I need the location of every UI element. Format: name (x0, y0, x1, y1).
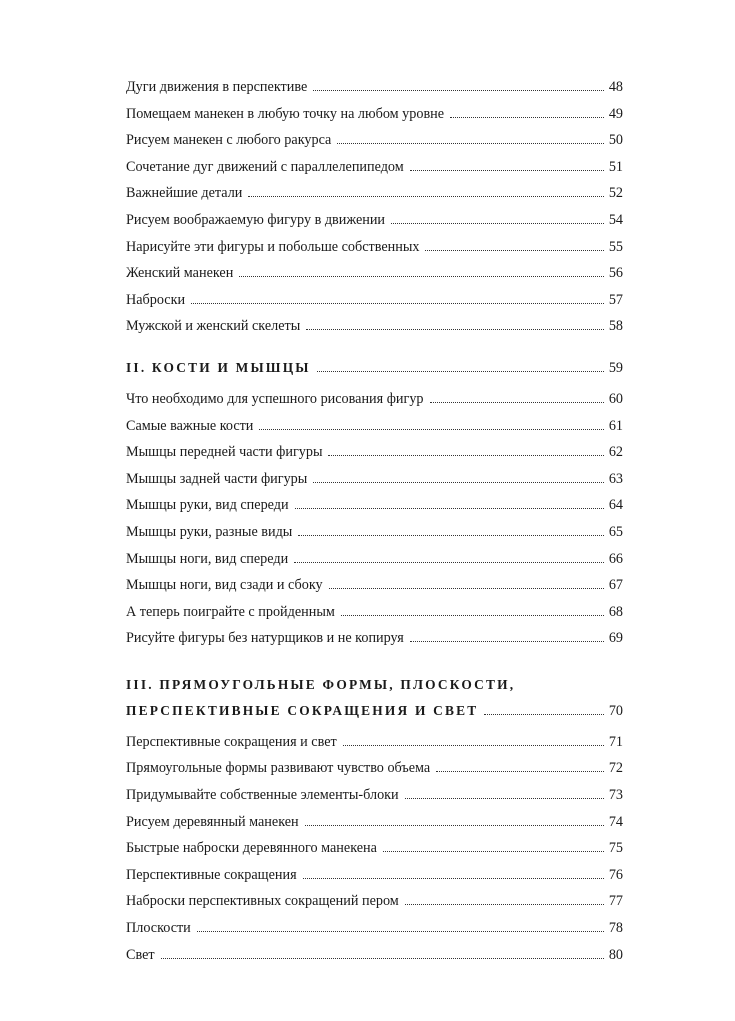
dot-leader (383, 850, 604, 852)
section-heading-title: ПЕРСПЕКТИВНЫЕ СОКРАЩЕНИЯ И СВЕТ (126, 702, 479, 718)
toc-entry[interactable] (126, 862, 623, 889)
dot-leader (248, 195, 603, 197)
dot-leader (450, 116, 604, 118)
entry-title: Женский манекен (126, 265, 234, 282)
entry-page: 69 (608, 630, 623, 647)
entry-title: Перспективные сокращения (126, 866, 297, 883)
entry-page: 55 (608, 238, 623, 255)
dot-leader (436, 770, 604, 772)
section3-entries (126, 729, 623, 968)
entry-page: 61 (608, 417, 623, 434)
toc-entry[interactable] (126, 439, 623, 466)
entry-title: Важнейшие детали (126, 185, 243, 202)
entry-title: Мышцы ноги, вид спереди (126, 550, 289, 567)
entry-title: Сочетание дуг движений с параллелепипедом (126, 158, 404, 175)
dot-leader (410, 640, 604, 642)
entry-page: 56 (608, 265, 623, 282)
entry-title: Мышцы передней части фигуры (126, 444, 323, 461)
entry-title: Наброски перспективных сокращений пером (126, 893, 399, 910)
dot-leader (313, 89, 604, 91)
toc-entry[interactable] (126, 260, 623, 287)
entry-page: 78 (608, 920, 623, 937)
section-heading-page: 59 (608, 359, 623, 376)
entry-page: 72 (608, 760, 623, 777)
dot-leader (313, 481, 604, 483)
entry-title: Рисуем манекен с любого ракурса (126, 132, 332, 149)
dot-leader (298, 534, 603, 536)
toc-entry[interactable] (126, 599, 623, 626)
dot-leader (161, 957, 604, 959)
dot-leader (191, 302, 604, 304)
dot-leader (341, 614, 604, 616)
part1-entries (126, 74, 623, 340)
entry-title: Свет (126, 946, 155, 963)
entry-page: 52 (608, 185, 623, 202)
toc-entry[interactable] (126, 413, 623, 440)
dot-leader (405, 903, 604, 905)
entry-title: Рисуем воображаемую фигуру в движении (126, 211, 386, 228)
toc-entry[interactable] (126, 888, 623, 915)
entry-page: 75 (608, 840, 623, 857)
dot-leader (239, 275, 604, 277)
toc-entry[interactable] (126, 74, 623, 101)
toc-entry[interactable] (126, 546, 623, 573)
entry-title: Прямоугольные формы развивают чувство объема (126, 760, 431, 777)
entry-title: Быстрые наброски деревянного манекена (126, 840, 377, 857)
entry-page: 71 (608, 733, 623, 750)
toc-entry[interactable] (126, 386, 623, 413)
entry-title: Рисуем деревянный манекен (126, 813, 299, 830)
dot-leader (197, 930, 604, 932)
dot-leader (317, 370, 604, 372)
toc-entry[interactable] (126, 127, 623, 154)
entry-title: А теперь поиграйте с пройденным (126, 603, 335, 620)
section-heading-page: 70 (608, 702, 623, 719)
table-of-contents (126, 74, 623, 968)
entry-page: 68 (608, 603, 623, 620)
dot-leader (484, 713, 603, 715)
entry-title: Мышцы задней части фигуры (126, 470, 308, 487)
dot-leader (410, 169, 604, 171)
entry-page: 73 (608, 787, 623, 804)
dot-leader (391, 222, 604, 224)
entry-title: Мужской и женский скелеты (126, 318, 301, 335)
toc-entry[interactable] (126, 755, 623, 782)
entry-page: 51 (608, 158, 623, 175)
entry-title: Мышцы руки, разные виды (126, 523, 293, 540)
entry-page: 57 (608, 291, 623, 308)
entry-page: 76 (608, 866, 623, 883)
entry-page: 54 (608, 211, 623, 228)
entry-page: 50 (608, 132, 623, 149)
entry-page: 60 (608, 390, 623, 407)
toc-entry[interactable] (126, 942, 623, 969)
section-bones-muscles (126, 354, 623, 652)
entry-page: 62 (608, 444, 623, 461)
entry-title: Что необходимо для успешного рисования фигур (126, 390, 424, 407)
toc-entry[interactable] (126, 287, 623, 314)
dot-leader (306, 328, 604, 330)
toc-entry[interactable] (126, 466, 623, 493)
dot-leader (259, 428, 603, 430)
entry-page: 67 (608, 577, 623, 594)
entry-page: 65 (608, 523, 623, 540)
entry-title: Помещаем манекен в любую точку на любом уровне (126, 105, 445, 122)
entry-title: Самые важные кости (126, 417, 254, 434)
section-heading[interactable] (126, 697, 623, 725)
dot-leader (328, 454, 603, 456)
entry-title: Наброски (126, 291, 186, 308)
dot-leader (337, 142, 603, 144)
dot-leader (329, 587, 604, 589)
entry-page: 80 (608, 946, 623, 963)
toc-entry[interactable] (126, 313, 623, 340)
dot-leader (294, 561, 604, 563)
toc-entry[interactable] (126, 101, 623, 128)
entry-title: Плоскости (126, 920, 191, 937)
entry-page: 63 (608, 470, 623, 487)
dot-leader (425, 249, 603, 251)
entry-title: Мышцы ноги, вид сзади и сбоку (126, 577, 323, 594)
section2-entries (126, 386, 623, 652)
dot-leader (305, 824, 604, 826)
entry-title: Дуги движения в перспективе (126, 79, 308, 95)
toc-entry[interactable] (126, 492, 623, 519)
entry-title: Мышцы руки, вид спереди (126, 497, 289, 514)
toc-entry[interactable] (126, 572, 623, 599)
entry-page: 58 (608, 318, 623, 335)
toc-entry[interactable] (126, 835, 623, 862)
entry-page: 64 (608, 497, 623, 514)
dot-leader (405, 797, 604, 799)
section-rectangular-forms (126, 672, 623, 968)
section-heading[interactable] (126, 354, 623, 382)
dot-leader (295, 507, 604, 509)
toc-entry[interactable] (126, 782, 623, 809)
toc-entry[interactable] (126, 625, 623, 652)
toc-entry[interactable] (126, 915, 623, 942)
toc-entry[interactable] (126, 154, 623, 181)
entry-page: 77 (608, 893, 623, 910)
entry-title: Перспективные сокращения и свет (126, 733, 337, 750)
dot-leader (343, 744, 604, 746)
toc-entry[interactable] (126, 809, 623, 836)
entry-page: 66 (608, 550, 623, 567)
entry-page: 74 (608, 813, 623, 830)
toc-entry[interactable] (126, 234, 623, 261)
entry-title: Придумывайте собственные элементы-блоки (126, 787, 399, 804)
entry-page: 48 (608, 79, 623, 95)
section-heading-line1: III. ПРЯМОУГОЛЬНЫЕ ФОРМЫ, ПЛОСКОСТИ, (126, 676, 516, 692)
section-heading-title: II. КОСТИ И МЫШЦЫ (126, 359, 311, 375)
entry-page: 49 (608, 105, 623, 122)
entry-title: Рисуйте фигуры без натурщиков и не копируя (126, 630, 404, 647)
dot-leader (430, 401, 604, 403)
toc-entry[interactable] (126, 519, 623, 546)
toc-entry[interactable] (126, 207, 623, 234)
entry-title: Нарисуйте эти фигуры и побольше собственных (126, 238, 420, 255)
toc-entry[interactable] (126, 180, 623, 207)
toc-entry[interactable] (126, 729, 623, 756)
dot-leader (303, 877, 604, 879)
